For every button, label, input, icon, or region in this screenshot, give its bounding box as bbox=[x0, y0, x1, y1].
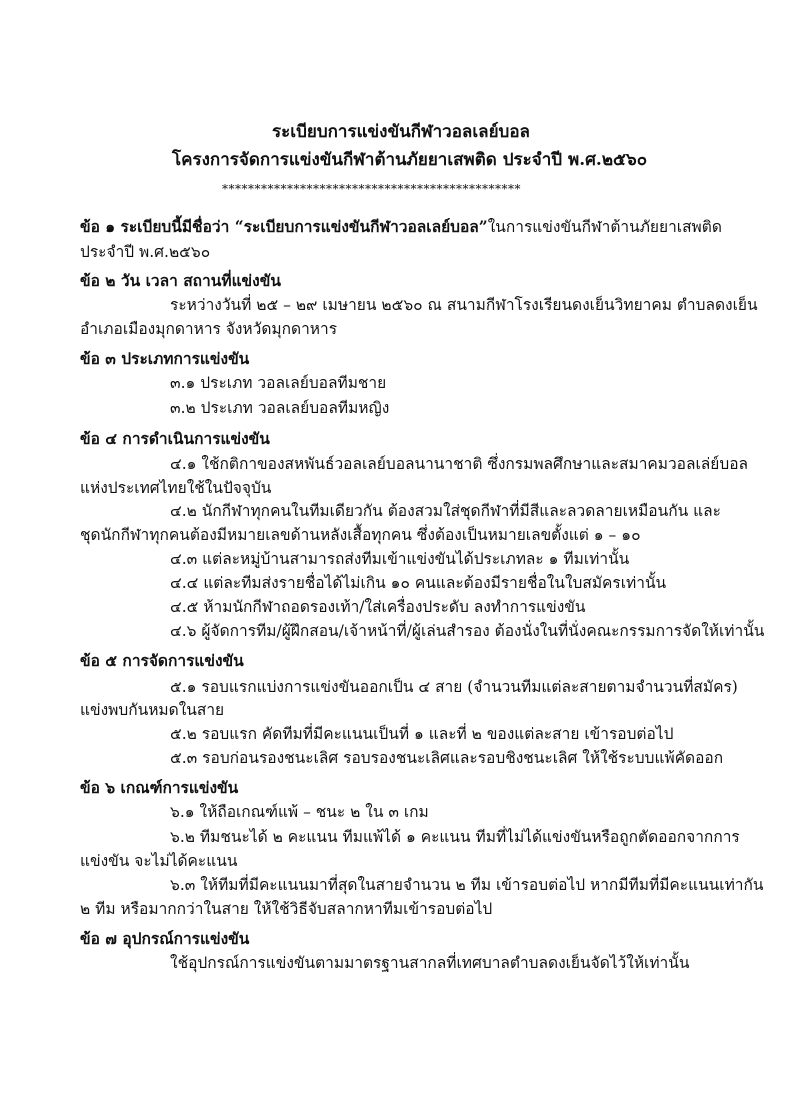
document-title: ระเบียบการแข่งขันกีฬาวอลเลย์บอล bbox=[272, 122, 530, 142]
section-6-item-2a: ๖.๒ ทีมชนะได้ ๒ คะแนน ทีมแพ้ได้ ๑ คะแนน ทีมที่ไม่ได้แข่งขันหรือถูกตัดออกจากการ bbox=[170, 828, 740, 846]
section-4-item-2a: ๔.๒ นักกีฬาทุกคนในทีมเดียวกัน ต้องสวมใส่ชุดกีฬาที่มีสีและลวดลายเหมือนกัน และ bbox=[170, 502, 721, 520]
section-1-tail: ในการแข่งขันกีฬาต้านภัยยาเสพติด bbox=[487, 218, 722, 236]
section-5-item-1a: ๕.๑ รอบแรกแบ่งการแข่งขันออกเป็น ๔ สาย (จำนวนทีมแต่ละสายตามจำนวนที่สมัคร) bbox=[170, 678, 738, 696]
section-1-regulation-name: “ระเบียบการแข่งขันกีฬาวอลเลย์บอล” bbox=[234, 217, 488, 236]
section-2-line-1: ระหว่างวันที่ ๒๕ – ๒๙ เมษายน ๒๕๖๐ ณ สนามกีฬาโรงเรียนดงเย็นวิทยาคม ตำบลดงเย็น bbox=[170, 296, 758, 314]
section-4-heading: ข้อ ๔ การดำเนินการแข่งขัน bbox=[80, 429, 270, 448]
separator-line: ********************************************** bbox=[222, 182, 521, 196]
section-1-line bbox=[80, 219, 722, 236]
section-4-item-6: ๔.๖ ผู้จัดการทีม/ผู้ฝึกสอน/เจ้าหน้าที่/ผู้เล่นสำรอง ต้องนั่งในที่นั่งคณะกรรมการจัดให้เท่านั้น bbox=[170, 622, 765, 640]
section-6-heading: ข้อ ๖ เกณฑ์การแข่งขัน bbox=[80, 778, 239, 797]
section-6-item-1: ๖.๑ ให้ถือเกณฑ์แพ้ – ชนะ ๒ ใน ๓ เกม bbox=[170, 803, 429, 821]
section-2-heading: ข้อ ๒ วัน เวลา สถานที่แข่งขัน bbox=[80, 271, 281, 290]
section-6-item-3b: ๒ ทีม หรือมากกว่าในสาย ให้ใช้วิธีจับสลากหาทีมเข้ารอบต่อไป bbox=[80, 900, 493, 918]
section-1-head: ข้อ ๑ ระเบียบนี้มีชื่อว่า bbox=[80, 217, 235, 236]
section-5-heading: ข้อ ๕ การจัดการแข่งขัน bbox=[80, 651, 244, 670]
section-4-item-1b: แห่งประเทศไทยใช้ในปัจจุบัน bbox=[80, 479, 272, 497]
section-4-item-4: ๔.๔ แต่ละทีมส่งรายชื่อได้ไม่เกิน ๑๐ คนและต้องมีรายชื่อในใบสมัครเท่านั้น bbox=[170, 574, 667, 592]
section-3-item-1: ๓.๑ ประเภท วอลเลย์บอลทีมชาย bbox=[170, 374, 387, 392]
section-7-heading: ข้อ ๗ อุปกรณ์การแข่งขัน bbox=[80, 929, 250, 948]
section-5-item-2: ๕.๒ รอบแรก คัดทีมที่มีคะแนนเป็นที่ ๑ และที่ ๒ ของแต่ละสาย เข้ารอบต่อไป bbox=[170, 725, 674, 743]
document-subtitle: โครงการจัดการแข่งขันกีฬาต้านภัยยาเสพติด ประจำปี พ.ศ.๒๕๖๐ bbox=[172, 150, 648, 170]
section-3-heading: ข้อ ๓ ประเภทการแข่งขัน bbox=[80, 349, 250, 368]
section-5-item-1b: แข่งพบกันหมดในสาย bbox=[80, 701, 225, 719]
section-2-line-2: อำเภอเมืองมุกดาหาร จังหวัดมุกดาหาร bbox=[80, 320, 338, 338]
section-5-item-3: ๕.๓ รอบก่อนรองชนะเลิศ รอบรองชนะเลิศและรอบชิงชนะเลิศ ให้ใช้ระบบแพ้คัดออก bbox=[170, 749, 724, 767]
section-1-continuation: ประจำปี พ.ศ.๒๕๖๐ bbox=[80, 243, 211, 261]
section-4-item-1a: ๔.๑ ใช้กติกาของสหพันธ์วอลเลย์บอลนานาชาติ ซึ่งกรมพลศึกษาและสมาคมวอลเล่ย์บอล bbox=[170, 455, 749, 473]
section-3-item-2: ๓.๒ ประเภท วอลเลย์บอลทีมหญิง bbox=[170, 399, 390, 417]
section-6-item-3a: ๖.๓ ให้ทีมที่มีคะแนนมาที่สุดในสายจำนวน ๒ ทีม เข้ารอบต่อไป หากมีทีมที่มีคะแนนเท่ากัน bbox=[170, 876, 764, 894]
section-4-item-2b: ชุดนักกีฬาทุกคนต้องมีหมายเลขด้านหลังเสื้อทุกคน ซึ่งต้องเป็นหมายเลขตั้งแต่ ๑ – ๑๐ bbox=[80, 526, 641, 544]
section-4-item-5: ๔.๕ ห้ามนักกีฬาถอดรองเท้า/ใส่เครื่องประดับ ลงทำการแข่งขัน bbox=[170, 598, 586, 616]
section-7-line-1: ใช้อุปกรณ์การแข่งขันตามมาตรฐานสากลที่เทศบาลตำบลดงเย็นจัดไว้ให้เท่านั้น bbox=[170, 954, 690, 972]
section-4-item-3: ๔.๓ แต่ละหมู่บ้านสามารถส่งทีมเข้าแข่งขันได้ประเภทละ ๑ ทีมเท่านั้น bbox=[170, 550, 630, 568]
section-6-item-2b: แข่งขัน จะไม่ได้คะแนน bbox=[80, 852, 238, 870]
